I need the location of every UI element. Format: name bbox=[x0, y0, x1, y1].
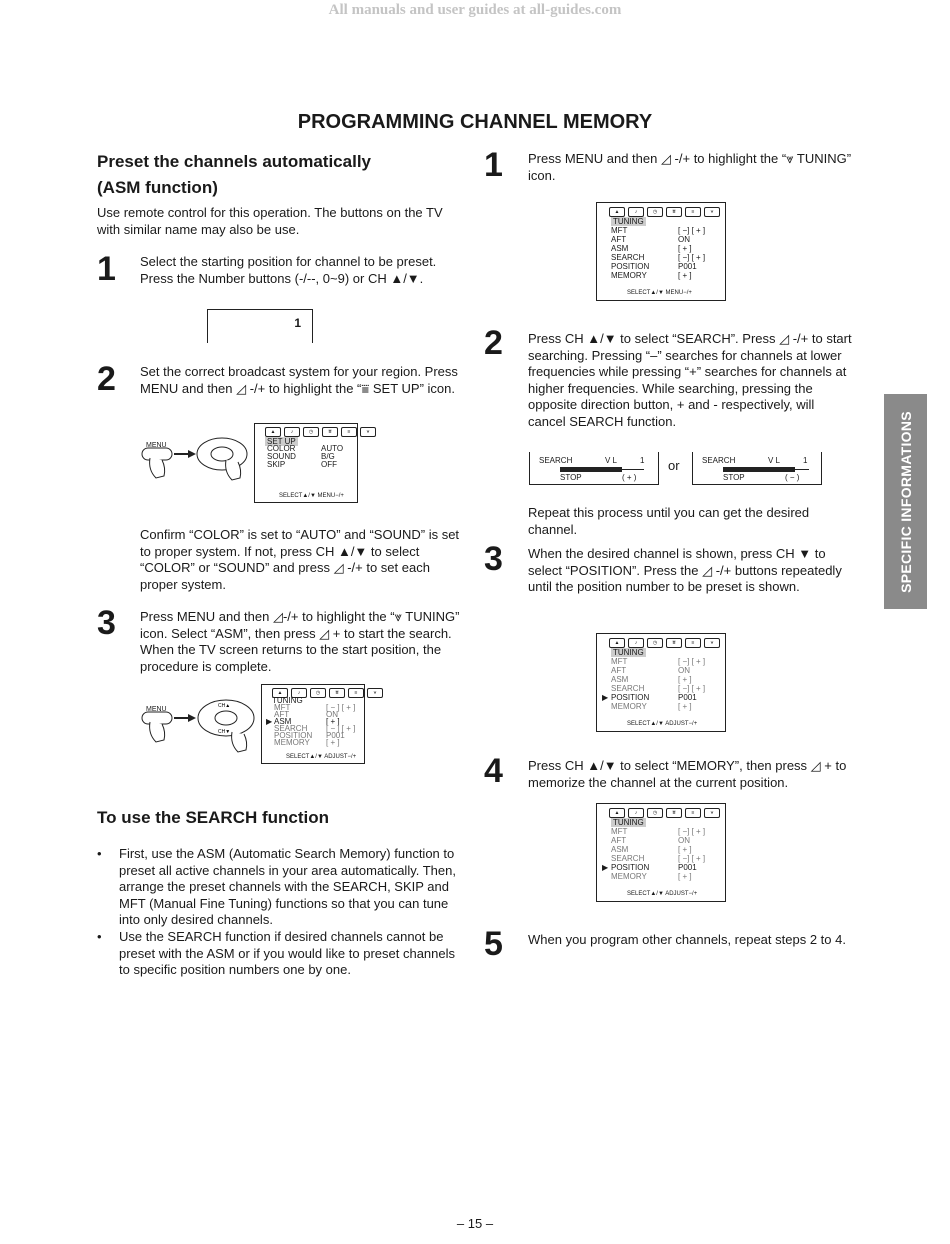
heading-search: To use the SEARCH function bbox=[97, 808, 330, 827]
sound-icon: ♪ bbox=[628, 207, 644, 217]
osd-row: COLOR bbox=[267, 444, 296, 453]
osd-value: P001 bbox=[678, 693, 697, 702]
selected-arrow-icon: ▶ bbox=[602, 863, 609, 872]
channel-display bbox=[207, 309, 313, 343]
step-text: Set the correct broadcast system for your region. Press MENU and then ◿ -/+ to highlight the “⩸ SET UP” icon. bbox=[140, 364, 458, 396]
bullet-item: First, use the ASM (Automatic Search Memory) function to preset all active channels in your area automatically. Then, arrange the preset channels with the SEARCH, SKIP and MFT (Manual Fine Tuning) functions so that you can tune into only desired channels. bbox=[119, 846, 456, 927]
osd-row: SEARCH bbox=[611, 854, 645, 863]
bullet-item: Use the SEARCH function if desired channels cannot be preset with the ASM or if you would like to preset channels to specific position numbers one by one. bbox=[119, 929, 456, 977]
osd-footer: SELECT▲/▼ MENU−/+ bbox=[627, 290, 692, 296]
setup-osd bbox=[254, 423, 370, 503]
step-number: 1 bbox=[484, 146, 503, 184]
osd-footer: SELECT▲/▼ ADJUST−/+ bbox=[627, 721, 698, 727]
osd-footer: SELECT▲/▼ ADJUST−/+ bbox=[286, 754, 357, 760]
osd-value: [ −] [ + ] bbox=[678, 253, 706, 262]
vl-label: V L bbox=[605, 456, 618, 465]
osd-value: P001 bbox=[326, 731, 345, 740]
tuning-icon: ⩔ bbox=[704, 808, 720, 818]
picture-icon: ▲ bbox=[609, 207, 625, 217]
sound-icon: ♪ bbox=[284, 427, 300, 437]
tuning-icon: ⩔ bbox=[367, 688, 383, 698]
search-progress-bar bbox=[560, 467, 622, 472]
osd-row: AFT bbox=[611, 235, 627, 244]
step-number: 5 bbox=[484, 925, 503, 963]
osd-title: TUNING bbox=[613, 648, 644, 657]
channel-number: 1 bbox=[294, 316, 301, 330]
page-number: – 15 – bbox=[456, 1216, 494, 1231]
search-progress-track bbox=[622, 469, 644, 470]
svg-text:CH▼: CH▼ bbox=[218, 729, 231, 735]
osd-value: P001 bbox=[678, 863, 697, 872]
osd-value: ON bbox=[678, 836, 690, 845]
step-number: 3 bbox=[97, 604, 116, 642]
osd-title: TUNING bbox=[272, 696, 303, 705]
watermark: All manuals and user guides at all-guides.com bbox=[328, 2, 622, 18]
setup-icon: ⩸ bbox=[666, 207, 682, 217]
osd-row: ASM bbox=[611, 675, 629, 684]
sound-icon: ♪ bbox=[628, 808, 644, 818]
osd-footer: SELECT▲/▼ ADJUST−/+ bbox=[627, 891, 698, 897]
vl-label: V L bbox=[768, 456, 781, 465]
osd-row: POSITION bbox=[611, 262, 650, 271]
picture-icon: ▲ bbox=[272, 688, 288, 698]
osd-row: AFT bbox=[611, 836, 627, 845]
osd-row: MFT bbox=[611, 827, 628, 836]
osd-icon-bar bbox=[609, 207, 720, 217]
osd-title: SET UP bbox=[267, 437, 296, 446]
step-number: 1 bbox=[97, 250, 116, 288]
tuning-osd bbox=[596, 633, 726, 732]
osd-row: AFT bbox=[611, 666, 627, 675]
osd-row: POSITION bbox=[274, 731, 313, 740]
osd-value: AUTO bbox=[321, 444, 344, 453]
step-number: 2 bbox=[484, 324, 503, 362]
timer-icon: ◷ bbox=[647, 638, 663, 648]
step-text: When you program other channels, repeat steps 2 to 4. bbox=[528, 932, 846, 947]
search-progress-track bbox=[795, 469, 809, 470]
osd-icon-bar bbox=[265, 427, 376, 437]
tuning-osd bbox=[596, 803, 726, 902]
search-display-plus bbox=[529, 452, 659, 485]
osd-title: TUNING bbox=[613, 217, 644, 226]
osd-value: P001 bbox=[678, 262, 697, 271]
osd-value: [ + ] bbox=[678, 845, 692, 854]
osd-row: MEMORY bbox=[611, 271, 647, 280]
setup-icon: ⩸ bbox=[322, 427, 338, 437]
osd-row: ASM bbox=[274, 717, 292, 726]
picture-icon: ▲ bbox=[265, 427, 281, 437]
step-text: Press MENU and then ◿-/+ to highlight the “⩔ TUNING” icon. Select “ASM”, then press ◿ + to start the search. When the TV screen returns to the start position, the procedure is complete. bbox=[140, 609, 460, 674]
search-display-minus bbox=[692, 452, 822, 485]
search-label: SEARCH bbox=[702, 456, 736, 465]
feature-icon: ≡ bbox=[348, 688, 364, 698]
osd-row: POSITION bbox=[611, 693, 650, 702]
osd-value: [ + ] bbox=[678, 271, 692, 280]
osd-row: SEARCH bbox=[274, 724, 308, 733]
osd-row: SEARCH bbox=[611, 684, 645, 693]
osd-value: ON bbox=[678, 666, 690, 675]
feature-icon: ≡ bbox=[341, 427, 357, 437]
search-progress-bar bbox=[723, 467, 795, 472]
picture-icon: ▲ bbox=[609, 808, 625, 818]
stop-label: STOP bbox=[723, 473, 745, 482]
timer-icon: ◷ bbox=[310, 688, 326, 698]
osd-value: [ − ] [ + ] bbox=[326, 703, 356, 712]
osd-row: MFT bbox=[611, 657, 628, 666]
osd-value: [ −] [ + ] bbox=[678, 854, 706, 863]
tuning-osd bbox=[596, 202, 726, 301]
osd-value: [ + ] bbox=[678, 872, 692, 881]
osd-row: MFT bbox=[274, 703, 291, 712]
osd-row: ASM bbox=[611, 244, 629, 253]
osd-row: SOUND bbox=[267, 452, 296, 461]
osd-row: SEARCH bbox=[611, 253, 645, 262]
step-text: Press MENU and then ◿ -/+ to highlight the “⩔ TUNING” icon. bbox=[528, 151, 852, 183]
direction-label: ( − ) bbox=[785, 473, 800, 482]
feature-icon: ≡ bbox=[685, 808, 701, 818]
timer-icon: ◷ bbox=[647, 808, 663, 818]
osd-value: B/G bbox=[321, 452, 335, 461]
timer-icon: ◷ bbox=[303, 427, 319, 437]
osd-footer: SELECT▲/▼ MENU−/+ bbox=[279, 493, 344, 499]
search-label: SEARCH bbox=[539, 456, 573, 465]
remote-menu-illustration bbox=[140, 430, 252, 486]
tuning-icon: ⩔ bbox=[704, 638, 720, 648]
osd-value: ON bbox=[678, 235, 690, 244]
side-tab-label: SPECIFIC INFORMATIONS bbox=[897, 410, 914, 593]
osd-value: [ − ] [ + ] bbox=[326, 724, 356, 733]
osd-value: [ −] [ + ] bbox=[678, 684, 706, 693]
osd-row: MEMORY bbox=[611, 702, 647, 711]
or-label: or bbox=[668, 458, 680, 473]
selected-arrow-icon: ▶ bbox=[602, 693, 609, 702]
menu-label: MENU bbox=[146, 706, 167, 713]
osd-value: [ −] [ + ] bbox=[678, 657, 706, 666]
osd-value: [ + ] bbox=[326, 717, 340, 726]
setup-icon: ⩸ bbox=[666, 638, 682, 648]
channel-label: 1 bbox=[640, 456, 645, 465]
selected-arrow-icon: ▶ bbox=[266, 717, 273, 726]
feature-icon: ≡ bbox=[685, 207, 701, 217]
osd-row: POSITION bbox=[611, 863, 650, 872]
tuning-icon: ⩔ bbox=[360, 427, 376, 437]
step-number: 3 bbox=[484, 540, 503, 578]
osd-row: MEMORY bbox=[274, 738, 310, 747]
tuning-icon: ⩔ bbox=[704, 207, 720, 217]
heading-asm: (ASM function) bbox=[97, 178, 218, 197]
heading-preset: Preset the channels automatically bbox=[97, 152, 371, 171]
tuning-osd-asm bbox=[261, 684, 377, 764]
channel-label: 1 bbox=[803, 456, 808, 465]
direction-label: ( + ) bbox=[622, 473, 637, 482]
svg-text:CH▲: CH▲ bbox=[218, 703, 231, 709]
sound-icon: ♪ bbox=[291, 688, 307, 698]
step-text: Press CH ▲/▼ to select “MEMORY”, then press ◿ + to memorize the channel at the current position. bbox=[528, 758, 847, 790]
page-title: PROGRAMMING CHANNEL MEMORY bbox=[297, 111, 653, 133]
setup-icon: ⩸ bbox=[666, 808, 682, 818]
osd-row: SKIP bbox=[267, 460, 286, 469]
step-number: 4 bbox=[484, 752, 503, 790]
section-side-tab bbox=[884, 394, 927, 609]
intro-text: Use remote control for this operation. The buttons on the TV with similar name may also be use. bbox=[97, 205, 443, 237]
osd-value: [ −] [ + ] bbox=[678, 226, 706, 235]
osd-value: [ + ] bbox=[326, 738, 340, 747]
feature-icon: ≡ bbox=[685, 638, 701, 648]
bullet-icon: • bbox=[97, 846, 102, 861]
step-text: Press CH ▲/▼ to select “SEARCH”. Press ◿ -/+ to start searching. Pressing “–” searches for channels at lower frequencies while pressing “+” searches for channels at higher frequencies. While searching, pressing the opposite direction button, + and - respectively, will cancel SEARCH function. bbox=[528, 331, 852, 429]
step-text: Select the starting position for channel to be preset. Press the Number buttons (-/--, 0~9) or CH ▲/▼. bbox=[140, 254, 437, 286]
repeat-text: Repeat this process until you can get the desired channel. bbox=[528, 505, 810, 537]
confirm-text: Confirm “COLOR” is set to “AUTO” and “SOUND” is set to proper system. If not, press CH ▲/▼ to select “COLOR” or “SOUND” and press ◿ -/+ to set each proper system. bbox=[140, 527, 460, 592]
osd-icon-bar bbox=[609, 638, 720, 648]
osd-row: MEMORY bbox=[611, 872, 647, 881]
osd-value: ON bbox=[326, 710, 338, 719]
stop-label: STOP bbox=[560, 473, 582, 482]
menu-label: MENU bbox=[146, 442, 167, 449]
osd-icon-bar bbox=[609, 808, 720, 818]
osd-value: OFF bbox=[321, 460, 337, 469]
step-text: When the desired channel is shown, press CH ▼ to select “POSITION”. Press the ◿ -/+ buttons repeatedly until the position number to be preset is shown. bbox=[528, 546, 842, 594]
osd-row: MFT bbox=[611, 226, 628, 235]
osd-value: [ + ] bbox=[678, 702, 692, 711]
osd-row: ASM bbox=[611, 845, 629, 854]
osd-value: [ + ] bbox=[678, 675, 692, 684]
sound-icon: ♪ bbox=[628, 638, 644, 648]
step-number: 2 bbox=[97, 360, 116, 398]
bullet-icon: • bbox=[97, 929, 102, 944]
osd-value: [ + ] bbox=[678, 244, 692, 253]
osd-value: [ −] [ + ] bbox=[678, 827, 706, 836]
osd-title: TUNING bbox=[613, 818, 644, 827]
osd-row: AFT bbox=[274, 710, 290, 719]
picture-icon: ▲ bbox=[609, 638, 625, 648]
setup-icon: ⩸ bbox=[329, 688, 345, 698]
timer-icon: ◷ bbox=[647, 207, 663, 217]
